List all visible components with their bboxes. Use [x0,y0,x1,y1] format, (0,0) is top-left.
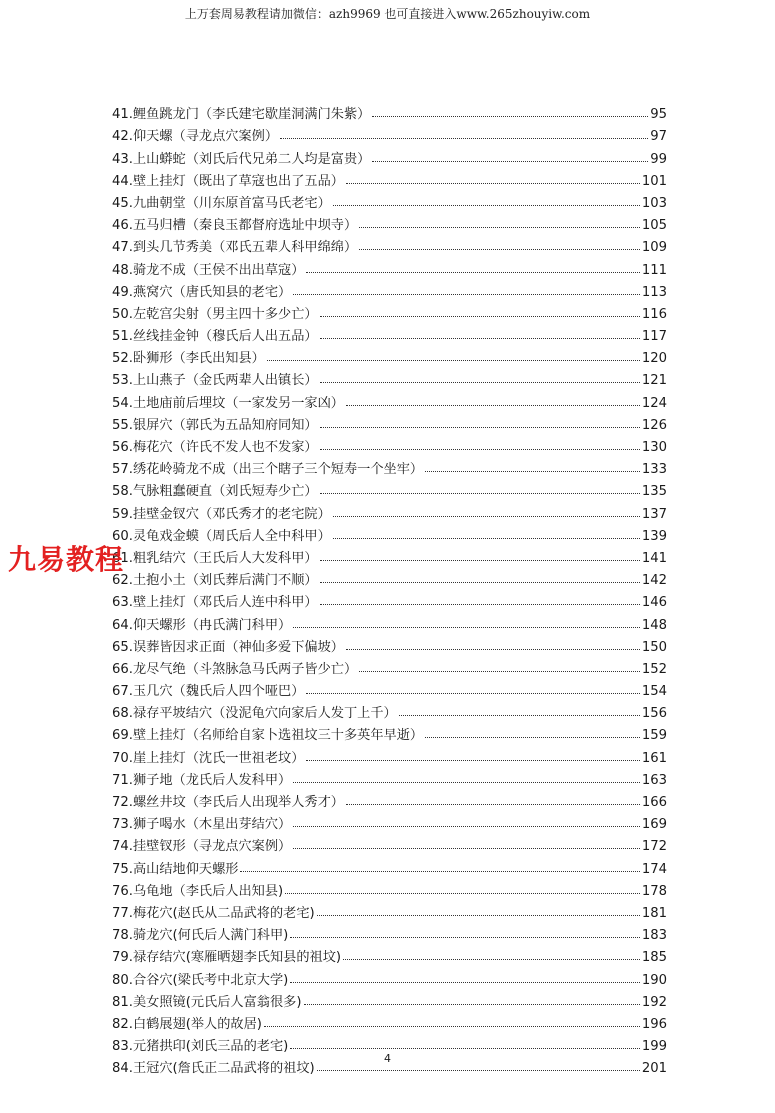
toc-entry-title: 62.土抱小土（刘氏葬后满门不顺） [112,573,318,589]
toc-entry-page: 169 [641,817,667,833]
toc-entry-title: 61.粗乳结穴（王氏后人大发科甲） [112,550,318,566]
toc-entry-page: 183 [641,928,667,944]
toc-entry-page: 163 [641,772,667,788]
toc-entry[interactable] [112,344,667,366]
toc-entry[interactable] [112,677,667,699]
toc-entry-page: 199 [641,1039,667,1055]
table-of-contents [112,100,667,1076]
toc-entry[interactable] [112,721,667,743]
toc-entry-title: 83.元猪拱印(刘氏三品的老宅) [112,1039,289,1055]
dot-leader [333,205,640,206]
toc-entry[interactable] [112,699,667,721]
toc-entry-title: 58.气脉粗蠢硬直（刘氏短寿少亡） [112,484,318,500]
toc-entry-page: 139 [641,528,667,544]
toc-entry-title: 82.白鹤展翅(举人的故居) [112,1016,262,1032]
toc-entry[interactable] [112,499,667,521]
toc-entry-title: 52.卧狮形（李氏出知县） [112,351,265,367]
toc-entry-title: 44.壁上挂灯（既出了草寇也出了五品） [112,173,344,189]
toc-entry[interactable] [112,633,667,655]
toc-entry[interactable] [112,455,667,477]
toc-entry-title: 54.土地庙前后埋坟（一家发另一家凶） [112,395,344,411]
dot-leader [320,560,640,561]
dot-leader [359,227,640,228]
toc-entry[interactable] [112,1032,667,1054]
dot-leader [306,693,639,694]
dot-leader [346,405,640,406]
toc-entry[interactable] [112,832,667,854]
toc-entry-page: 181 [641,905,667,921]
toc-entry[interactable] [112,167,667,189]
toc-entry-page: 126 [641,417,667,433]
dot-leader [333,538,640,539]
toc-entry[interactable] [112,433,667,455]
toc-entry-title: 59.挂壁金钗穴（邓氏秀才的老宅院） [112,506,331,522]
dot-leader [359,671,640,672]
toc-entry[interactable] [112,566,667,588]
toc-entry-title: 75.高山结地仰天螺形 [112,861,239,877]
dot-leader [293,294,640,295]
dot-leader [264,1026,640,1027]
toc-entry-page: 156 [641,706,667,722]
toc-entry[interactable] [112,921,667,943]
toc-entry-page: 159 [641,728,667,744]
toc-entry-title: 57.绣花岭骑龙不成（出三个瞎子三个短寿一个坐牢） [112,462,424,478]
toc-entry[interactable] [112,122,667,144]
toc-entry-title: 42.仰天螺（寻龙点穴案例） [112,129,279,145]
toc-entry-page: 142 [641,573,667,589]
dot-leader [290,1048,640,1049]
toc-entry-page: 190 [641,972,667,988]
toc-entry[interactable] [112,322,667,344]
toc-entry[interactable] [112,766,667,788]
toc-entry[interactable] [112,477,667,499]
toc-entry-title: 65.误葬皆因求正面（神仙多爱下偏坡） [112,639,344,655]
dot-leader [425,737,640,738]
toc-entry-page: 141 [641,550,667,566]
toc-entry-page: 95 [650,107,667,123]
dot-leader [359,249,640,250]
dot-leader [317,915,640,916]
dot-leader [320,449,640,450]
toc-entry-page: 148 [641,617,667,633]
toc-entry[interactable] [112,610,667,632]
dot-leader [372,161,648,162]
toc-entry[interactable] [112,255,667,277]
toc-entry[interactable] [112,899,667,921]
dot-leader [346,183,640,184]
dot-leader [290,937,640,938]
dot-leader [285,893,640,894]
toc-entry-title: 68.禄存平坡结穴（没泥龟穴向家后人发丁上千） [112,706,397,722]
dot-leader [280,138,648,139]
toc-entry-title: 66.龙尽气绝（斗煞脉急马氏两子皆少亡） [112,661,358,677]
toc-entry-title: 50.左乾宫尖射（男主四十多少亡） [112,306,318,322]
toc-entry-page: 105 [641,218,667,234]
toc-entry-page: 135 [641,484,667,500]
toc-entry[interactable] [112,788,667,810]
toc-entry-title: 48.骑龙不成（王侯不出出草寇） [112,262,305,278]
dot-leader [346,649,640,650]
toc-entry-page: 124 [641,395,667,411]
toc-entry-page: 178 [641,883,667,899]
toc-entry-page: 117 [641,329,667,345]
toc-entry[interactable] [112,1010,667,1032]
toc-entry-title: 74.挂壁钗形（寻龙点穴案例） [112,839,292,855]
toc-entry-page: 111 [641,262,667,278]
toc-entry-title: 43.上山蟒蛇（刘氏后代兄弟二人均是富贵） [112,151,371,167]
toc-entry[interactable] [112,655,667,677]
toc-entry-page: 152 [641,661,667,677]
toc-entry-page: 97 [650,129,667,145]
toc-entry-page: 150 [641,639,667,655]
dot-leader [293,826,640,827]
toc-entry-title: 55.银屏穴（郭氏为五品知府同知） [112,417,318,433]
page-header: 上万套周易教程请加微信：azh9969 也可直接进入www.265zhouyiw.com [184,7,591,21]
toc-entry[interactable] [112,189,667,211]
dot-leader [304,1004,640,1005]
dot-leader [293,782,640,783]
toc-entry[interactable] [112,300,667,322]
toc-entry[interactable] [112,233,667,255]
toc-entry-title: 81.美女照镜(元氏后人富翁很多) [112,994,302,1010]
dot-leader [372,116,648,117]
toc-entry-page: 113 [641,284,667,300]
dot-leader [306,272,639,273]
toc-entry-title: 53.上山燕子（金氏两辈人出镇长） [112,373,318,389]
toc-entry-page: 121 [641,373,667,389]
toc-entry[interactable] [112,144,667,166]
dot-leader [290,982,640,983]
toc-entry-page: 133 [641,462,667,478]
toc-entry[interactable] [112,100,667,122]
dot-leader [267,360,640,361]
toc-entry-title: 80.合谷穴(梁氏考中北京大学) [112,972,289,988]
toc-entry[interactable] [112,388,667,410]
toc-entry-page: 109 [641,240,667,256]
page-number: 4 [384,1052,391,1065]
toc-entry[interactable] [112,743,667,765]
toc-entry-title: 51.丝线挂金钟（穆氏后人出五品） [112,329,318,345]
toc-entry-title: 76.乌龟地（李氏后人出知县) [112,883,284,899]
toc-entry[interactable] [112,588,667,610]
toc-entry-title: 78.骑龙穴(何氏后人满门科甲) [112,928,289,944]
toc-entry-page: 99 [650,151,667,167]
dot-leader [346,804,640,805]
toc-entry-page: 192 [641,994,667,1010]
toc-entry-page: 137 [641,506,667,522]
dot-leader [320,582,640,583]
toc-entry-title: 84.王冠穴(詹氏正二品武将的祖坟) [112,1061,315,1077]
toc-entry-title: 49.燕窝穴（唐氏知县的老宅） [112,284,292,300]
toc-entry[interactable] [112,854,667,876]
toc-entry-page: 166 [641,795,667,810]
toc-entry-page: 146 [641,595,667,611]
dot-leader [343,959,640,960]
toc-entry-title: 64.仰天螺形（冉氏满门科甲） [112,617,292,633]
dot-leader [306,760,639,761]
toc-entry-title: 63.壁上挂灯（邓氏后人连中科甲） [112,595,318,611]
dot-leader [320,604,640,605]
toc-entry-title: 60.灵龟戏金蟆（周氏后人全中科甲） [112,528,331,544]
toc-entry[interactable] [112,278,667,300]
toc-entry-page: 101 [641,173,667,189]
dot-leader [317,1070,640,1071]
toc-entry-title: 69.壁上挂灯（名师给自家卜选祖坟三十多英年早逝） [112,728,424,744]
toc-entry-title: 41.鲤鱼跳龙门（李氏建宅歇崖洞满门朱紫） [112,107,371,123]
toc-entry[interactable] [112,366,667,388]
toc-entry-page: 103 [641,195,667,211]
toc-entry[interactable] [112,522,667,544]
toc-entry[interactable] [112,965,667,987]
toc-entry-title: 72.螺丝井坟（李氏后人出现举人秀才） [112,795,344,810]
toc-entry-title: 47.到头几节秀美（邓氏五辈人科甲绵绵） [112,240,358,256]
toc-entry-title: 67.玉几穴（魏氏后人四个哑巴） [112,684,305,700]
toc-entry-page: 120 [641,351,667,367]
toc-entry-title: 77.梅花穴(赵氏从二品武将的老宅) [112,905,315,921]
toc-entry-page: 130 [641,440,667,455]
toc-entry-page: 201 [641,1061,667,1077]
toc-entry[interactable] [112,877,667,899]
watermark: 九易教程 [8,543,125,576]
toc-entry-page: 185 [641,950,667,966]
toc-entry-title: 45.九曲朝堂（川东原首富马氏老宅） [112,195,331,211]
toc-entry-page: 174 [641,861,667,877]
toc-entry-page: 161 [641,750,667,766]
dot-leader [399,715,640,716]
toc-entry[interactable] [112,411,667,433]
dot-leader [293,848,640,849]
toc-entry-page: 196 [641,1016,667,1032]
dot-leader [333,516,640,517]
toc-entry[interactable] [112,810,667,832]
toc-entry-page: 172 [641,839,667,855]
toc-entry[interactable] [112,544,667,566]
toc-entry-page: 154 [641,684,667,700]
toc-entry-title: 46.五马归槽（秦良玉都督府选址中坝寺） [112,218,358,234]
toc-entry-title: 70.崖上挂灯（沈氏一世祖老坟） [112,750,305,766]
dot-leader [320,427,640,428]
dot-leader [320,382,640,383]
toc-entry[interactable] [112,988,667,1010]
toc-entry-title: 56.梅花穴（许氏不发人也不发家） [112,440,318,455]
toc-entry-page: 116 [641,306,667,322]
dot-leader [320,493,640,494]
toc-entry-title: 73.狮子喝水（木星出芽结穴） [112,817,292,833]
toc-entry-title: 71.狮子地（龙氏后人发科甲） [112,772,292,788]
dot-leader [425,471,640,472]
toc-entry[interactable] [112,943,667,965]
dot-leader [320,316,640,317]
dot-leader [293,627,640,628]
dot-leader [320,338,640,339]
dot-leader [240,871,639,872]
toc-entry-title: 79.禄存结穴(寒雁晒翅李氏知县的祖坟) [112,950,342,966]
toc-entry[interactable] [112,211,667,233]
